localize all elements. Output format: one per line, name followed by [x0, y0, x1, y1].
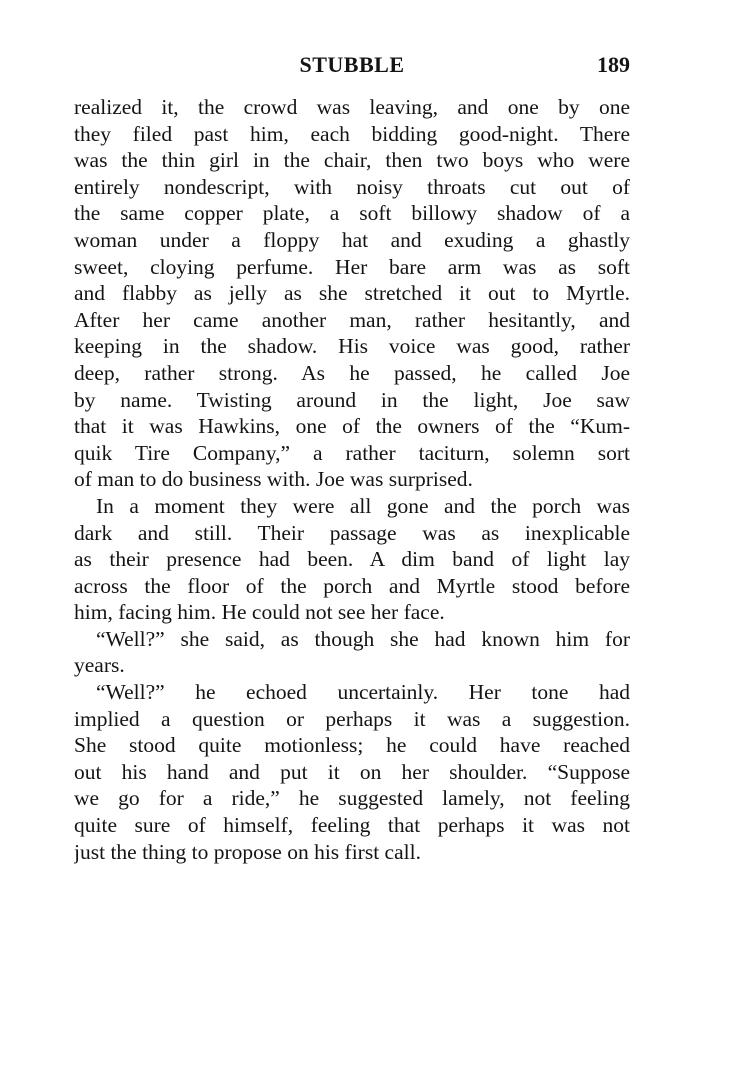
text-line: deep, rather strong. As he passed, he called Joe [74, 360, 630, 385]
text-line: implied a question or perhaps it was a suggestion. [74, 706, 630, 731]
text-line: was the thin girl in the chair, then two boys who were [74, 148, 630, 173]
text-line: of man to do business with. Joe was surprised. [74, 467, 473, 492]
paragraph [74, 626, 630, 679]
text-line: “Well?” she said, as though she had known him for [96, 626, 630, 651]
running-head [74, 52, 630, 86]
text-line: She stood quite motionless; he could have reached [74, 733, 630, 758]
text-line: years. [74, 653, 125, 678]
paragraph [74, 493, 630, 626]
paragraph [74, 679, 630, 865]
text-line: keeping in the shadow. His voice was good, rather [74, 334, 630, 359]
text-line: the same copper plate, a soft billowy shadow of a [74, 201, 630, 226]
text-line: After her came another man, rather hesitantly, and [74, 307, 630, 332]
text-line: quite sure of himself, feeling that perhaps it was not [74, 813, 630, 838]
text-line: that it was Hawkins, one of the owners of the “Kum- [74, 414, 630, 439]
text-line: we go for a ride,” he suggested lamely, not feeling [74, 786, 630, 811]
text-line: realized it, the crowd was leaving, and one by one [74, 95, 630, 119]
text-line: quik Tire Company,” a rather taciturn, solemn sort [74, 440, 630, 465]
text-line: just the thing to propose on his first call. [74, 839, 421, 864]
text-line: dark and still. Their passage was as inexplicable [74, 520, 630, 545]
text-line: him, facing him. He could not see her face. [74, 600, 445, 625]
text-line: woman under a floppy hat and exuding a ghastly [74, 227, 630, 252]
text-line: In a moment they were all gone and the porch was [96, 493, 630, 518]
paragraph [74, 94, 630, 493]
text-line: out his hand and put it on her shoulder. “Suppose [74, 759, 630, 784]
text-line: by name. Twisting around in the light, Joe saw [74, 387, 630, 412]
text-line: as their presence had been. A dim band of light lay [74, 547, 630, 572]
running-title: STUBBLE [299, 52, 405, 77]
text-line: sweet, cloying perfume. Her bare arm was as soft [74, 254, 630, 279]
body-text [74, 94, 630, 865]
text-line: “Well?” he echoed uncertainly. Her tone had [96, 680, 630, 705]
text-line: and flabby as jelly as she stretched it out to Myrtle. [74, 281, 630, 306]
page-number: 189 [597, 52, 630, 77]
text-line: across the floor of the porch and Myrtle stood before [74, 573, 630, 598]
text-line: they filed past him, each bidding good-night. There [74, 121, 630, 146]
text-line: entirely nondescript, with noisy throats cut out of [74, 174, 630, 199]
